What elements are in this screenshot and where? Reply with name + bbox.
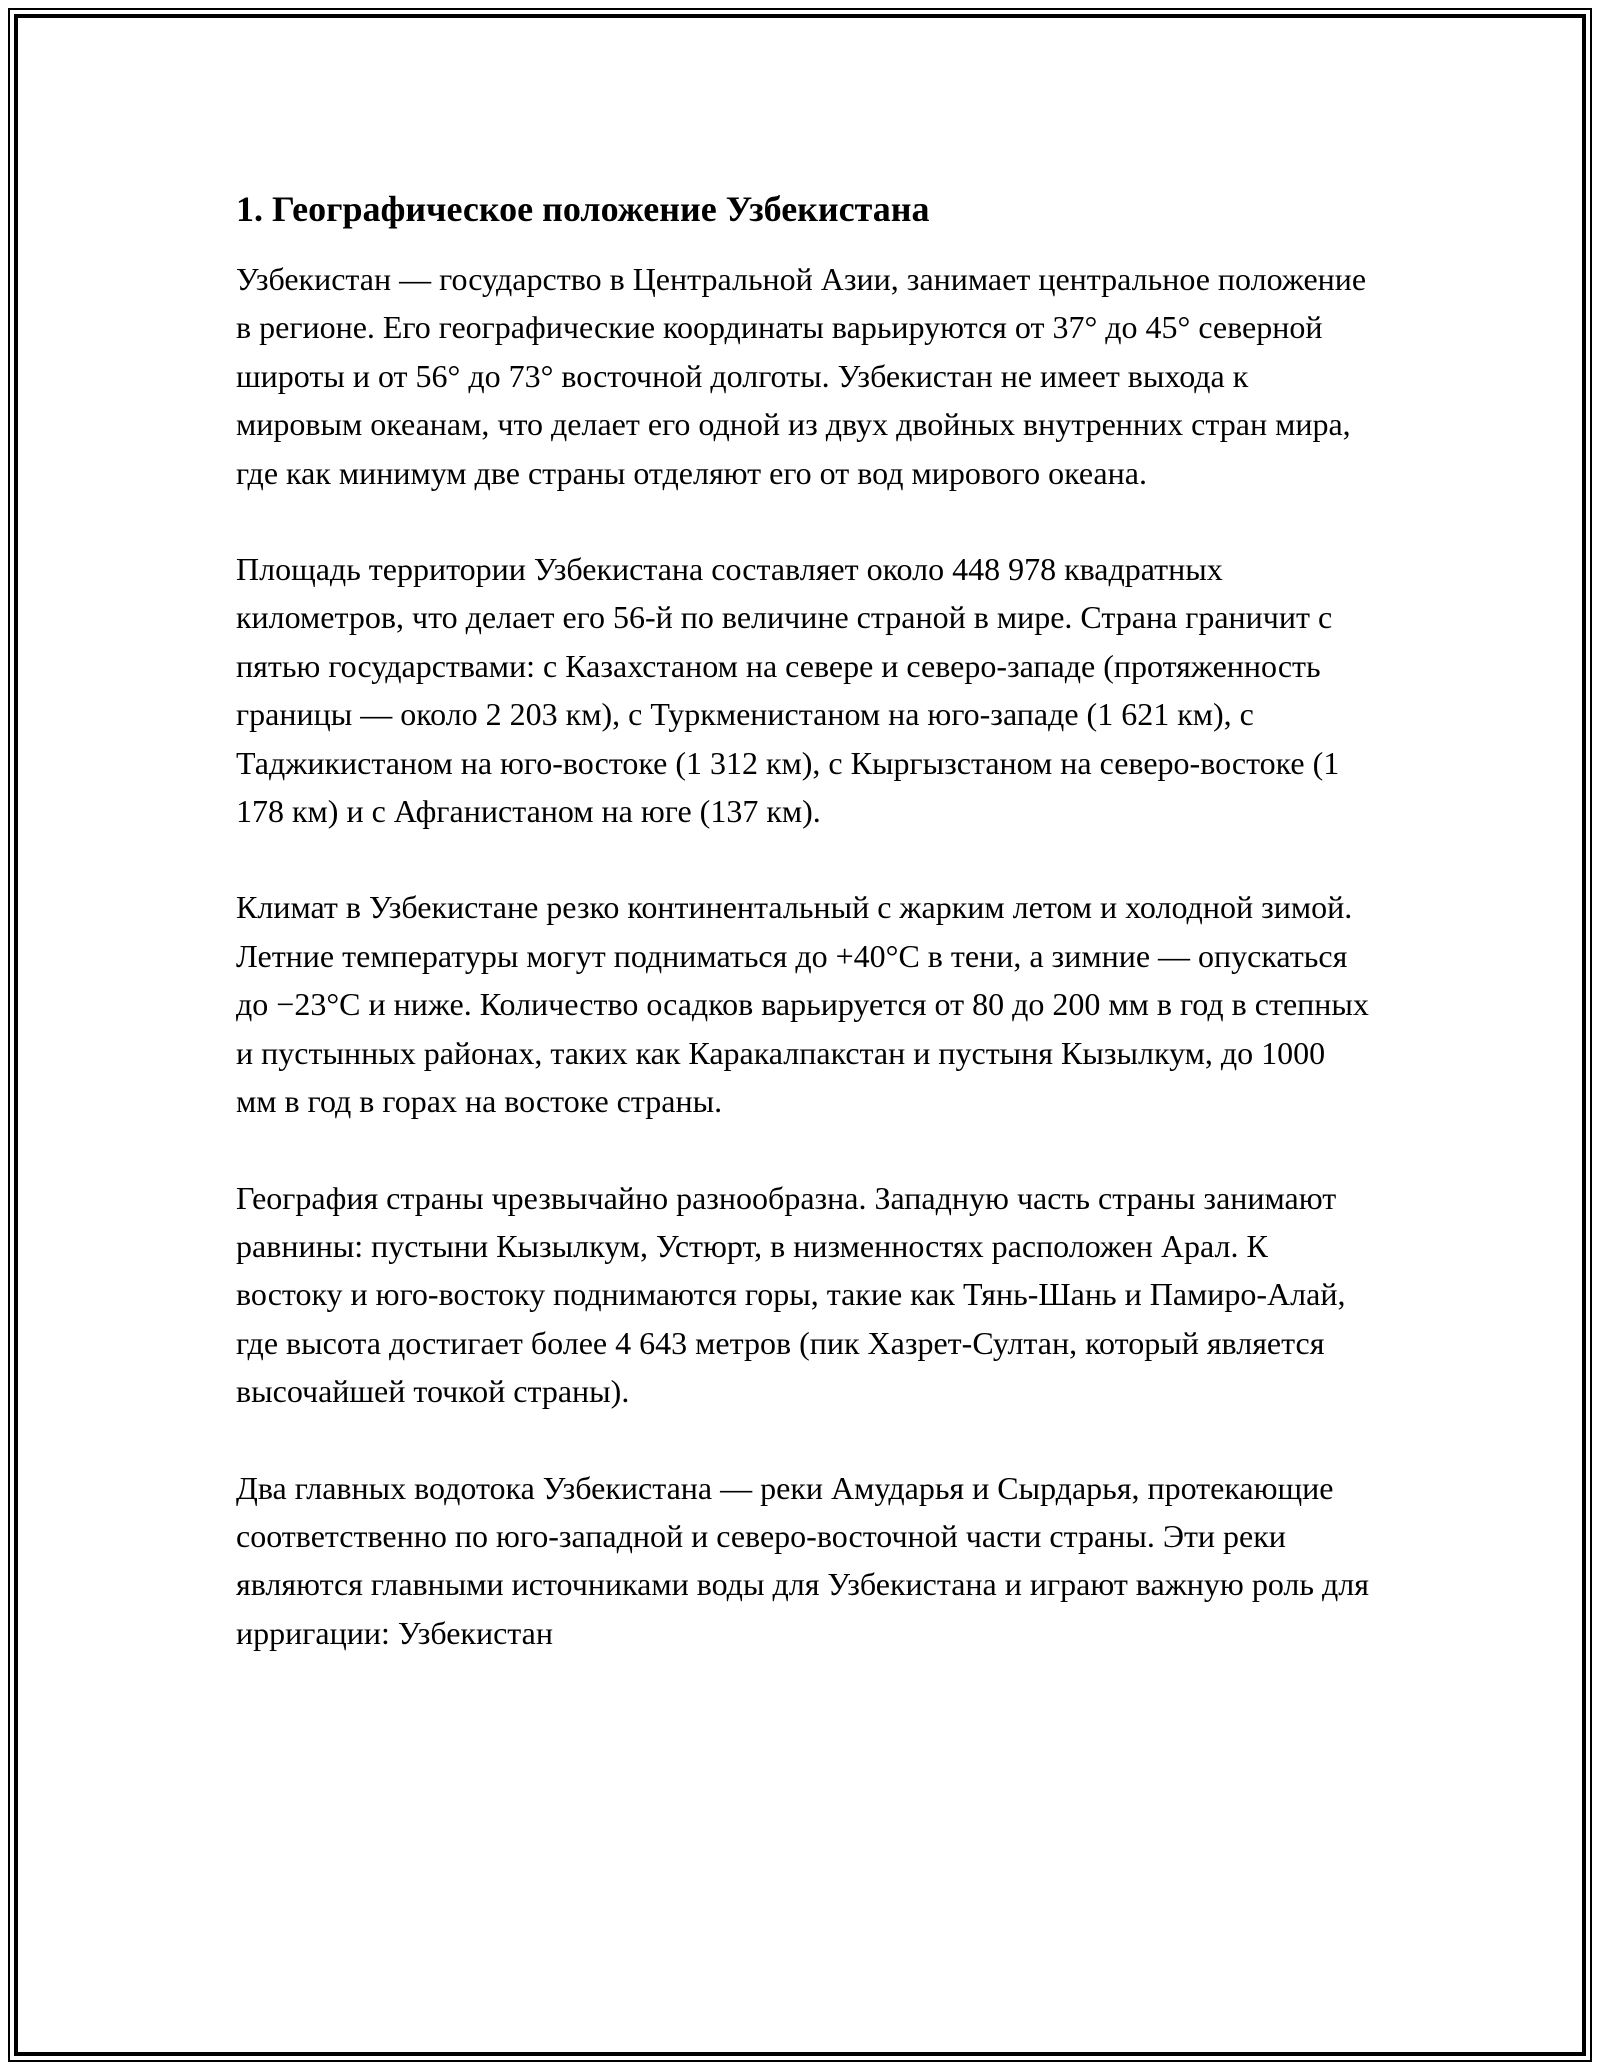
section-heading: 1. Географическое положение Узбекистана (236, 189, 930, 229)
paragraph-location: Узбекистан — государство в Центральной Азии, занимает центральное положение в регионе. Его географические координаты варьируются от 37° до 45° северной широты и от 56° до 73° восточной долготы. Узбекистан не имеет выхода к мировым океанам, что делает его одной из двух двойных внутренних стран мира, где как минимум две страны отделяют его от вод мирового океана. (236, 261, 1367, 491)
paragraph-area-borders: Площадь территории Узбекистана составляет около 448 978 квадратных километров, что делает его 56-й по величине страной в мире. Страна граничит с пятью государствами: с Казахстаном на севере и северо-западе (протяженность границы — около 2 203 км), с Туркменистаном на юго-западе (1 621 км), с Таджикистаном на юго-востоке (1 312 км), с Кыргызстаном на северо-востоке (1 178 км) и с Афганистаном на юге (137 км). (236, 551, 1340, 830)
paragraph-climate: Климат в Узбекистане резко континентальный с жарким летом и холодной зимой. Летние температуры могут подниматься до +40°C в тени, а зимние — опускаться до −23°C и ниже. Количество осадков варьируется от 80 до 200 мм в год в степных и пустынных районах, таких как Каракалпакстан и пустыня Кызылкум, до 1000 мм в год в горах на востоке страны. (236, 889, 1369, 1120)
paragraph-rivers: Два главных водотока Узбекистана — реки Амударья и Сырдарья, протекающие соответственно по юго-западной и северо-восточной части страны. Эти реки являются главными источниками воды для Узбекистана и играют важную роль для ирригации: Узбекистан (236, 1469, 1369, 1651)
paragraph-relief: География страны чрезвычайно разнообразна. Западную часть страны занимают равнины: пустыни Кызылкум, Устюрт, в низменностях расположен Арал. К востоку и юго-востоку поднимаются горы, такие как Тянь-Шань и Памиро-Алай, где высота достигает более 4 643 метров (пик Хазрет-Султан, который является высочайшей точкой страны). (236, 1179, 1346, 1410)
document-body (236, 185, 1371, 1705)
